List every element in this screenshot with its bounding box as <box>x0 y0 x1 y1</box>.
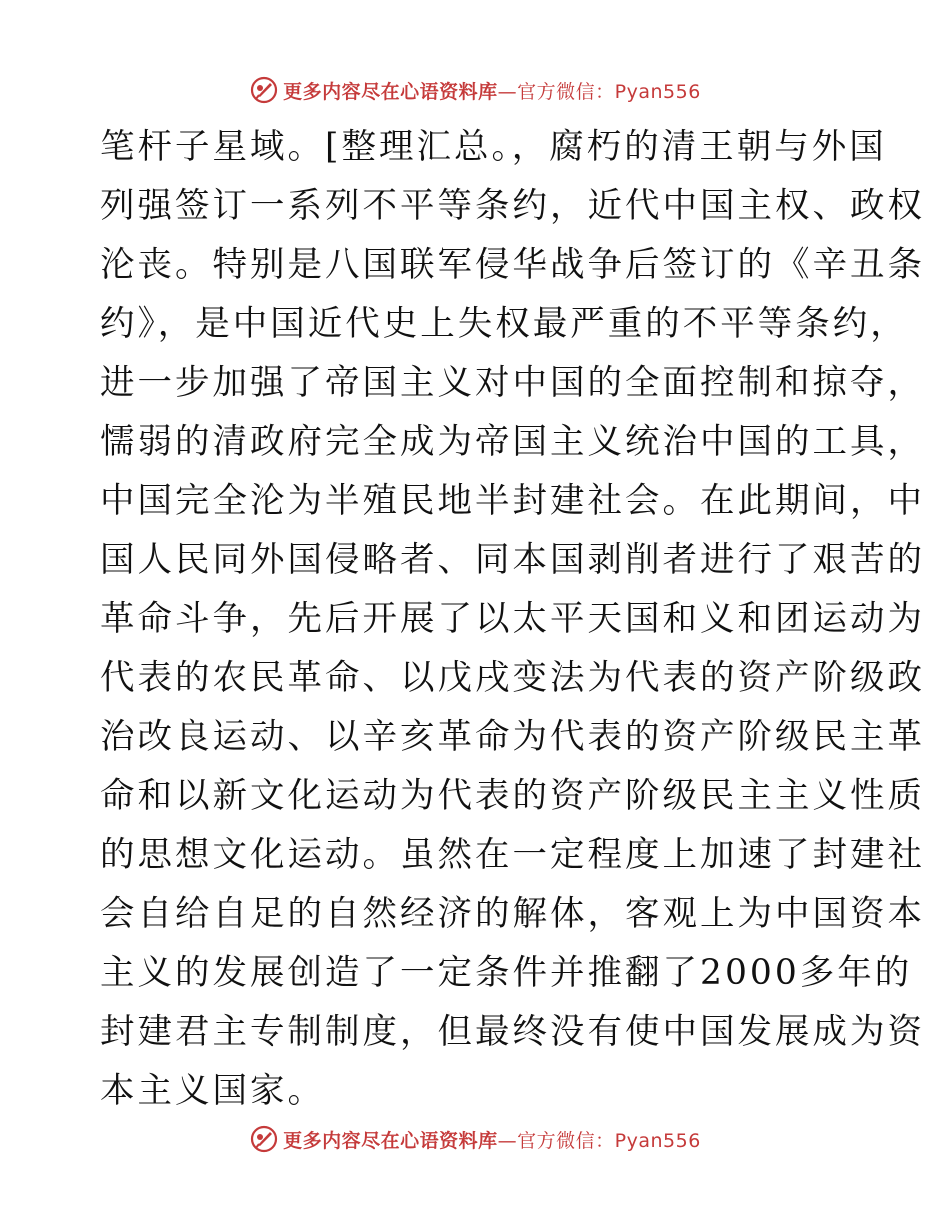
text-line: 封建君主专制制度，但最终没有使中国发展成为资 <box>100 1012 925 1052</box>
footer-banner <box>0 1121 950 1157</box>
text-line: 命和以新文化运动为代表的资产阶级民主主义性质 <box>100 776 925 816</box>
text-line: 的思想文化运动。虽然在一定程度上加速了封建社 <box>100 835 925 875</box>
text-line: 沦丧。特别是八国联军侵华战争后签订的《辛丑条 <box>100 245 925 285</box>
text-line: 革命斗争，先后开展了以太平天国和义和团运动为 <box>100 599 925 639</box>
text-line: 中国完全沦为半殖民地半封建社会。在此期间，中 <box>100 481 925 521</box>
footer-banner-text: 更多内容尽在心语资料库—官方微信：Pyan556 <box>283 1129 701 1152</box>
text-line: 懦弱的清政府完全成为帝国主义统治中国的工具， <box>100 422 925 462</box>
text-line: 代表的农民革命、以戊戌变法为代表的资产阶级政 <box>100 658 925 698</box>
text-line: 国人民同外国侵略者、同本国剥削者进行了艰苦的 <box>100 540 925 580</box>
text-line: 进一步加强了帝国主义对中国的全面控制和掠夺， <box>100 363 925 403</box>
text-line: 主义的发展创造了一定条件并推翻了2000多年的 <box>100 953 913 993</box>
text-line: 会自给自足的自然经济的解体，客观上为中国资本 <box>100 894 925 934</box>
header-banner <box>0 72 950 108</box>
text-line: 约》，是中国近代史上失权最严重的不平等条约， <box>100 304 908 344</box>
quill-logo-icon <box>249 1124 279 1154</box>
text-line: 笔杆子星域。[整理汇总。，腐朽的清王朝与外国 <box>100 127 887 167</box>
text-line: 治改良运动、以辛亥革命为代表的资产阶级民主革 <box>100 717 925 757</box>
document-body <box>100 118 925 1121</box>
quill-logo-icon <box>249 75 279 105</box>
text-line: 列强签订一系列不平等条约，近代中国主权、政权 <box>100 186 925 226</box>
header-banner-text: 更多内容尽在心语资料库—官方微信：Pyan556 <box>283 80 701 103</box>
text-line: 本主义国家。 <box>100 1071 325 1111</box>
